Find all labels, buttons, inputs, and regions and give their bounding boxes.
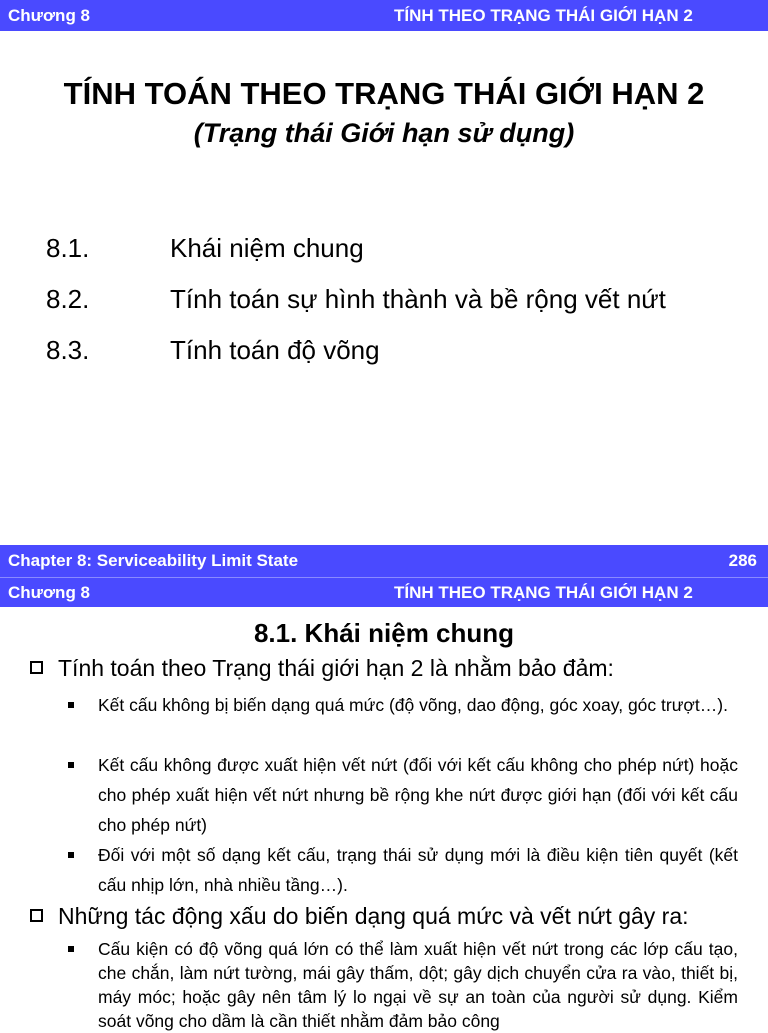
slide1-subtitle: (Trạng thái Giới hạn sử dụng)	[193, 118, 575, 148]
section-point-text: Tính toán theo Trạng thái giới hạn 2 là nhằm bảo đảm:	[58, 655, 614, 681]
slide2-title: 8.1. Khái niệm chung	[253, 618, 515, 648]
slide1-footer-chapter: Chapter 8: Serviceability Limit State	[8, 551, 299, 570]
toc-item	[46, 335, 380, 366]
toc-item-label: Tính toán sự hình thành và bề rộng vết nứt	[170, 284, 666, 314]
slide2-header-bar	[0, 577, 768, 607]
square-bullet-icon	[68, 852, 74, 858]
slide1-header-bar	[0, 0, 768, 31]
toc-item-number: 8.2.	[46, 284, 90, 314]
page-number: 286	[728, 551, 757, 570]
toc-item	[46, 233, 364, 264]
slide2-chapter-topic: TÍNH THEO TRẠNG THÁI GIỚI HẠN 2	[394, 582, 693, 602]
section-point	[30, 903, 689, 930]
bullet-item	[68, 937, 738, 1033]
slide1-chapter-label: Chương 8	[8, 5, 91, 25]
checkbox-bullet-icon	[30, 909, 43, 922]
section-point	[30, 655, 614, 682]
bullet-text: Cấu kiện có độ võng quá lớn có thể làm xuất hiện vết nứt trong các lớp cấu tạo, che chắn, làm nứt tường, mái gây thấm, dột; gây dịch chuyển cửa ra vào, thiết bị, máy móc; hoặc gây nên tâm lý lo ngại về sự an toàn của người sử dụng. Kiểm soát võng cho dầm là cần thiết nhằm đảm bảo công	[98, 939, 738, 1031]
bullet-item	[68, 750, 738, 840]
toc-item-label: Khái niệm chung	[170, 233, 364, 263]
toc-item-number: 8.3.	[46, 335, 90, 365]
toc-item	[46, 284, 666, 315]
bullet-text: Kết cấu không được xuất hiện vết nứt (đối với kết cấu không cho phép nứt) hoặc cho phép xuất hiện vết nứt nhưng bề rộng khe nứt được giới hạn (đối với kết cấu cho phép nứt)	[98, 755, 738, 835]
slide2-chapter-label: Chương 8	[8, 582, 91, 602]
toc-item-number: 8.1.	[46, 233, 90, 263]
slide1-footer-bar	[0, 545, 768, 577]
section-point-text: Những tác động xấu do biến dạng quá mức và vết nứt gây ra:	[58, 903, 689, 929]
bullet-item	[68, 840, 738, 900]
bullet-text: Kết cấu không bị biến dạng quá mức (độ võng, dao động, góc xoay, góc trượt…).	[98, 695, 728, 715]
bullet-text: Đối với một số dạng kết cấu, trạng thái sử dụng mới là điều kiện tiên quyết (kết cấu nhịp lớn, nhà nhiều tầng…).	[98, 845, 738, 895]
square-bullet-icon	[68, 946, 74, 952]
bullet-item	[68, 690, 738, 720]
checkbox-bullet-icon	[30, 661, 43, 674]
slide1-chapter-topic: TÍNH THEO TRẠNG THÁI GIỚI HẠN 2	[394, 5, 693, 25]
slide1-title: TÍNH TOÁN THEO TRẠNG THÁI GIỚI HẠN 2	[63, 76, 705, 111]
toc-item-label: Tính toán độ võng	[170, 335, 380, 365]
square-bullet-icon	[68, 702, 74, 708]
square-bullet-icon	[68, 762, 74, 768]
